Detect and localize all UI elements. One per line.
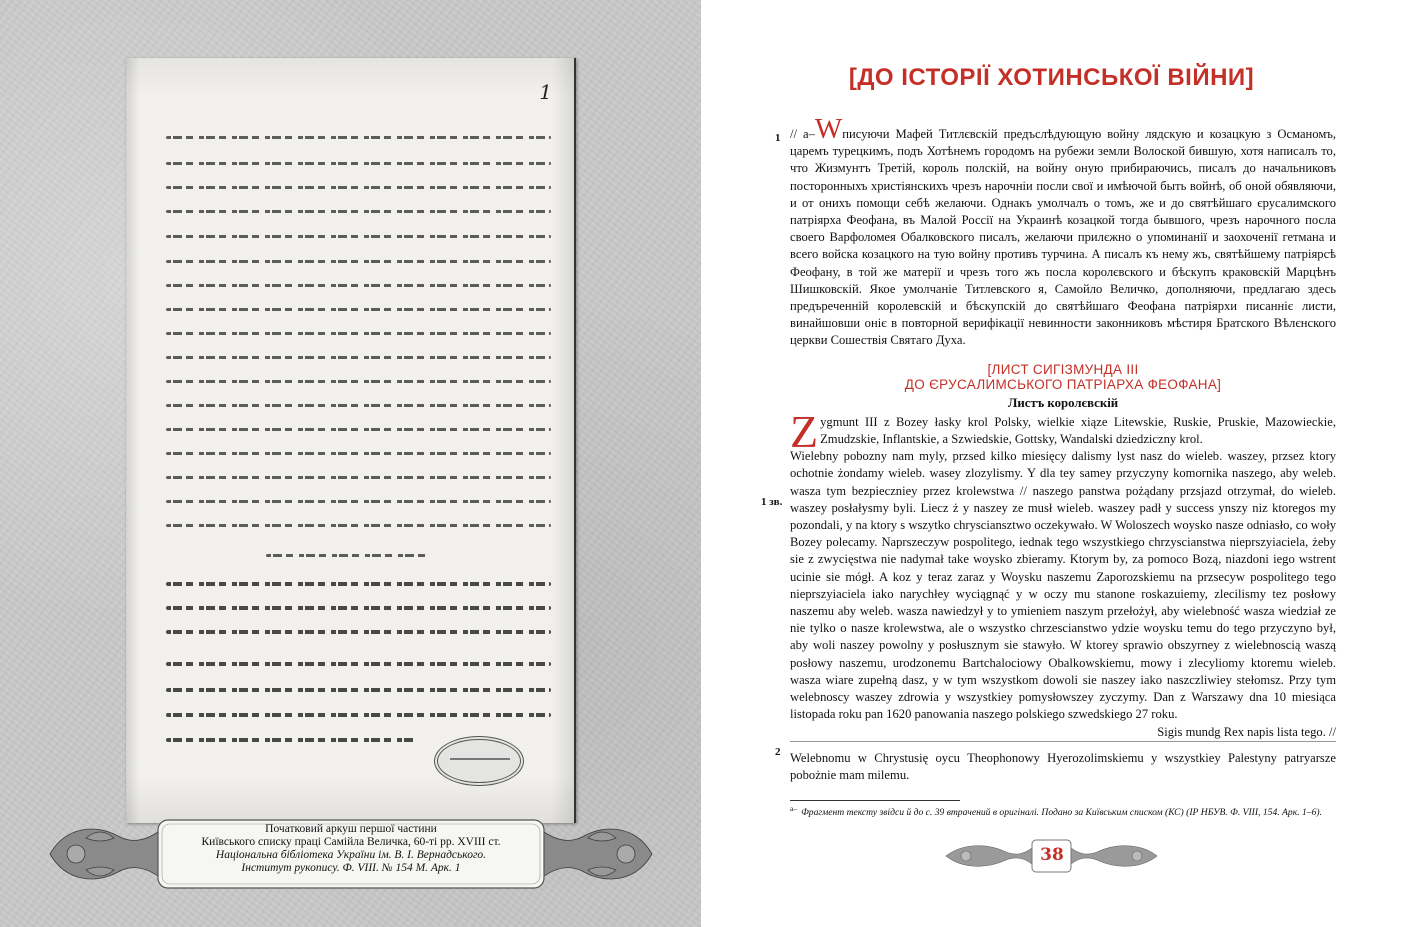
library-stamp-icon — [434, 736, 524, 786]
margin-folio-1zv: 1 зв. — [761, 496, 783, 508]
latin-body — [790, 448, 1336, 723]
page-break-mark: // — [1019, 483, 1027, 498]
letter-title — [790, 362, 1336, 392]
latin-opening: ygmunt III z Bozey łasky krol Polsky, wielkie xiąze Litewskie, Ruskie, Pruskie, Mazowieckie, Zmudzskie, Inflantskie, a Szwiedskie, Gottsky, Wandalski dziedziczny krol. — [820, 414, 1336, 447]
letter-title-line-1: [ЛИСТ СИГІЗМУНДА III — [987, 361, 1139, 377]
chapter-title: [ДО ІСТОРІЇ ХОТИНСЬКОЇ ВІЙНИ] — [848, 64, 1255, 91]
margin-folio-2: 2 — [775, 746, 781, 758]
dropcap-w: W — [814, 113, 843, 145]
latin-body-part-1: Wielebny pobozny nam myly, przsed kilko miesięcy dalismy lyst nasz do wieleb. waszey, przsez ktory ochotnie żondamy wieleb. wasey zlozylismy. Y dla tey samey przyczyny komornika naszego, aby weleb. wasza tym bezpieczniey przez krolewstwa — [790, 449, 1336, 498]
footnote-marker: а– — [790, 804, 798, 813]
lead-mark: // а– — [790, 127, 815, 141]
footnote-text: Фрагмент тексту звідси й до с. 39 втрачений в оригіналі. Подано за Київським списком (КС) (ІР НБУВ. Ф. VIII, 154. Арк. 1–6). — [801, 807, 1322, 819]
manuscript-folio-number: 1 — [539, 80, 552, 104]
margin-folio-1: 1 — [775, 132, 781, 144]
letter-title-line-2: ДО ЄРУСАЛИМСЬКОГО ПАТРІАРХА ФЕОФАНА] — [904, 376, 1222, 392]
letter-subtitle: Листъ королєвскій — [1007, 395, 1119, 410]
caption-line-4: Інститут рукопису. Ф. VIII. № 154 М. Арк. 1 — [241, 862, 461, 874]
dropcap-z: Z — [790, 405, 819, 457]
right-page — [701, 0, 1402, 927]
caption-plate — [46, 818, 656, 890]
page-number-plate — [944, 836, 1159, 876]
main-text — [790, 113, 1336, 784]
caption-line-1: Початковий аркуш першої частини — [265, 823, 437, 835]
latin-body-part-2: naszego panstwa pożądany przsjazd otrzymał, do wieleb. waszey posłałysmy byli. Liecz ż y naszey ze musł wieleb. waszey padł y success ynszy niz ktoregos my pozondali, y na ktory s wszytko chrysciansztwo oczekywało. W Woloszech woysko nasze odniasło, co woły Bozey polecamy. Naprszeczyw pospolitego, iednak tego wszystkiego chrzyscianstwa nieprszyiaciela, żeby sie z zwycięstwa nie nadymał take woysko zbieramy. Ktorym by, za pomoco Bozą, niazdoni iego wstrent ucinie sie mógł. A koz y teraz zaraz y Woysku naszemu Zaporozskiemu na przsecyw pospolitego tego nieprszyiaciela iako narychłey wyciągnąć y w oczy mu stanone roskazuiemy, zlecilismy tez posłowy naszemu aby weleb. wasza nawiedzył y to ymieniem naszym przełożył, aby wielebność wasza wiedział ze nie tylko o nasze krolewstwa, ale o wszystko chrzescianstwo ydzie woysku temu do tego przyczyno był, aby woli naszey powolny y posłusznym sie stawyło. W ktorey sprawio obszyrney z wielebnoscią waszą posłowy naszemu, urodzonemu Bartchalociowy Obalkowskiemu, mowy i zlecyliomy ktoremu wieleb. wasza wiare zupełną dasz, y w tym wszystkom dowoli sie naszey iako naszczliwiey stełomsz. Przy tym welebnoscy waszey zdrowia y wszystkiey pomysłowszey zyczymy. Dan z Warszawy dna 10 miesiąca listopada roku pan 1620 panowania naszego polskiego szwedskiego 27 roku. — [790, 483, 1336, 722]
intro-text: писуючи Мафей Титлєвскій предъслѣдующую войну лядскую и козацкую з Османомъ, царемъ турецкимъ, подъ Хотѣнемъ городомъ на рубежи земли Волоской бившую, хотя написалъ то, что Жизмунтъ Третій, король полскій, на войну оную прибираючись, писалъ до начальниковъ посторонныхъ христіянскихъ чрезъ нарочніи посли свої и имѣючой быть войнѣ, об оной обявляючи, и от онихъ помощи себѣ желаючи. Однакъ умолчалъ о томъ, же и до святѣйшаго єрусалимского патріярха Феофана, въ Малой Россії на Украинѣ козацкой тогда бывшого, чрезъ нарочного посла своего Варфоломея Обалковского писалъ, желаючи прилєжно о упоминанії и заохоченії гетмана и всего войска козацкого на тую войну противъ турчина. А писалъ къ нему жъ, святѣйшему патріярсѣ Феофану, в той же матерії и чрезъ того жъ посла королєвского и бѣскупъ краковскій Марцѣнъ Шишковскій. Якое умолчаніе Титлевского я, Самойло Величко, дополняючи, предлагаю здесь предъреченній королевскій и бѣскупскій до святѣйшаго Феофана патріярхи писанніє листи, винайшовши оніє в повторной верифікації невинности законниковъ мѣстиря Братского Вѣлєнского церкви Сошествія Святаго Духа. — [790, 127, 1336, 348]
manuscript-image — [126, 58, 576, 823]
page-number: 38 — [1040, 845, 1064, 865]
address-line: Welebnomu w Chrystusię oycu Theophonowy Hyerozolimskiemu y wszystkiey Palestyny patryarsze pobożnie mam milemu. — [790, 741, 1336, 784]
caption-line-2: Київського списку праці Самійла Величка, 60-ті рр. XVIII ст. — [201, 836, 501, 848]
signature-line: Sigis mundg Rex napis lista tego. // — [1157, 724, 1336, 739]
footnote-rule — [790, 800, 960, 801]
caption-line-3: Національна бібліотека України ім. В. І. Вернадського. — [215, 849, 487, 861]
latin-letter — [790, 405, 1336, 784]
footnote — [790, 803, 1336, 820]
intro-paragraph — [790, 113, 1336, 350]
